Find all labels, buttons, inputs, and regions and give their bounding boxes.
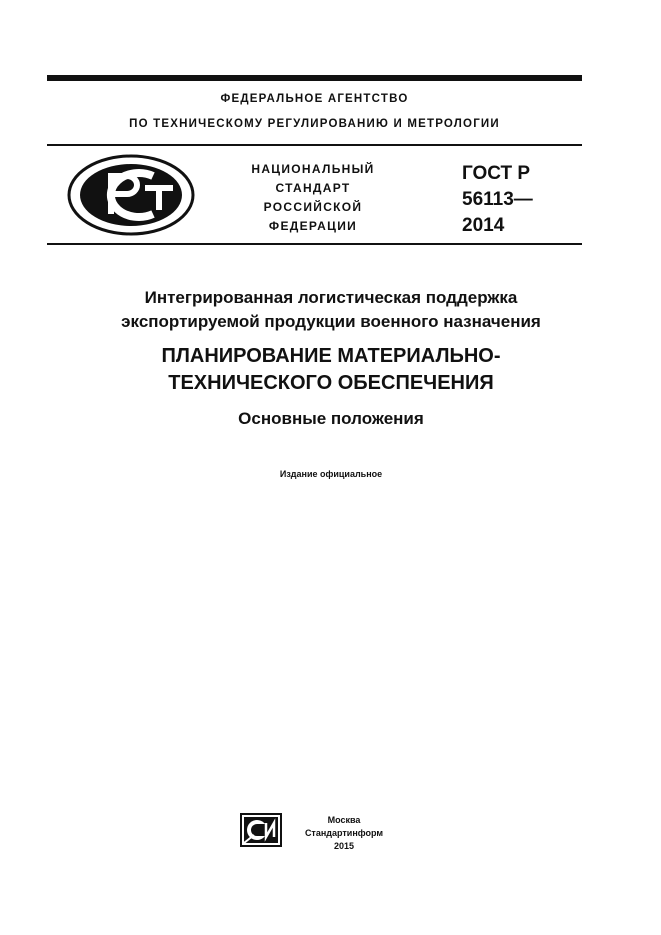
national-standard-label xyxy=(228,160,398,236)
header-rule xyxy=(47,144,582,146)
top-rule xyxy=(47,75,582,81)
document-title xyxy=(47,343,615,397)
document-subtitle xyxy=(47,286,615,334)
title-line-2: ТЕХНИЧЕСКОГО ОБЕСПЕЧЕНИЯ xyxy=(168,372,494,394)
agency-line-1: ФЕДЕРАЛЬНОЕ АГЕНТСТВО xyxy=(220,93,409,105)
publisher-info xyxy=(296,814,392,853)
natstd-line-3: РОССИЙСКОЙ xyxy=(263,200,363,214)
publisher-name: Стандартинформ xyxy=(304,828,384,838)
header-bottom-rule xyxy=(47,243,582,245)
agency-line-2: ПО ТЕХНИЧЕСКОМУ РЕГУЛИРОВАНИЮ И МЕТРОЛОГИИ xyxy=(129,118,500,130)
subtitle-line-2: экспортируемой продукции военного назначения xyxy=(121,312,541,331)
natstd-line-2: СТАНДАРТ xyxy=(275,181,351,195)
gost-line-3: 2014 xyxy=(462,215,505,236)
gost-line-1: ГОСТ Р xyxy=(462,163,531,184)
natstd-line-4: ФЕДЕРАЦИИ xyxy=(268,219,358,233)
publisher-city: Москва xyxy=(327,815,361,825)
gost-line-2: 56113— xyxy=(462,189,533,210)
standartinform-logo-icon xyxy=(240,813,282,847)
publisher-year: 2015 xyxy=(333,841,355,851)
natstd-line-1: НАЦИОНАЛЬНЫЙ xyxy=(251,162,375,176)
document-part-title: Основные положения xyxy=(238,409,424,428)
edition-note: Издание официальное xyxy=(279,469,383,479)
rst-logo-icon xyxy=(67,154,195,236)
subtitle-line-1: Интегрированная логистическая поддержка xyxy=(144,288,518,307)
gost-designation xyxy=(462,161,533,239)
title-line-1: ПЛАНИРОВАНИЕ МАТЕРИАЛЬНО- xyxy=(161,345,501,367)
